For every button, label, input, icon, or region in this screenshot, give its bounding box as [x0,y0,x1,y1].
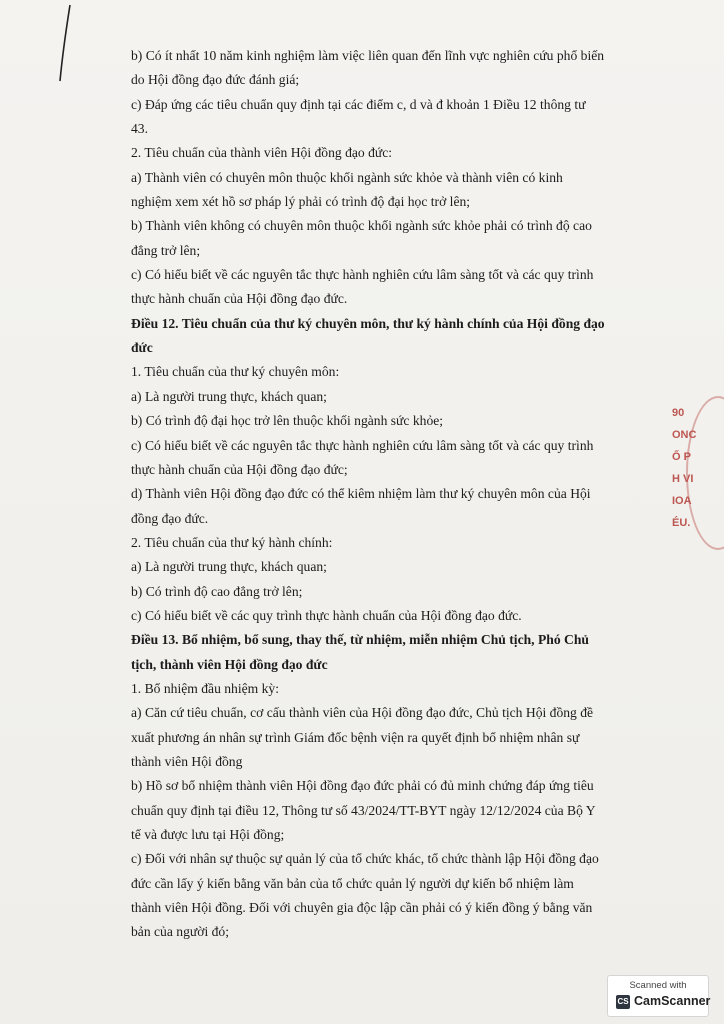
text-line: 2. Tiêu chuẩn của thư ký hành chính: [131,534,333,550]
article-heading-line: tịch, thành viên Hội đồng đạo đức [131,656,328,672]
text-line: 2. Tiêu chuẩn của thành viên Hội đồng đạo đức: [131,145,393,161]
text-line: 43. [131,121,148,137]
text-line: đức cần lấy ý kiến bằng văn bản của tổ chức quản lý người dự kiến bổ nhiệm làm [131,875,574,891]
text-line: b) Có trình độ cao đẳng trở lên; [131,583,303,599]
camscanner-watermark [607,975,709,1017]
text-line: a) Thành viên có chuyên môn thuộc khối ngành sức khỏe và thành viên có kinh [131,169,563,185]
stamp-text-line: ÉU. [672,517,691,529]
text-line: bản của người đó; [131,924,229,940]
stamp-text-line: H VI [672,473,694,485]
text-line: a) Căn cứ tiêu chuẩn, cơ cấu thành viên của Hội đồng đạo đức, Chủ tịch Hội đồng đề [131,705,594,721]
text-line: b) Có ít nhất 10 năm kinh nghiệm làm việc liên quan đến lĩnh vực nghiên cứu phổ biến [131,48,605,63]
text-line: thành viên Hội đồng [131,753,243,769]
text-line: 1. Bổ nhiệm đầu nhiệm kỳ: [131,680,280,696]
text-line: chuẩn quy định tại điều 12, Thông tư số 43/2024/TT-BYT ngày 12/12/2024 của Bộ Y [131,802,596,818]
text-line: thực hành chuẩn của Hội đồng đạo đức. [131,291,348,307]
text-line: d) Thành viên Hội đồng đạo đức có thể kiêm nhiệm làm thư ký chuyên môn của Hội [131,486,591,502]
text-line: đồng đạo đức. [131,510,209,526]
document-body [131,44,645,945]
text-line: a) Là người trung thực, khách quan; [131,559,327,575]
scanned-with-label: Scanned with [629,980,687,991]
text-line: c) Có hiểu biết về các quy trình thực hành chuẩn của Hội đồng đạo đức. [131,607,522,623]
text-line: b) Có trình độ đại học trở lên thuộc khối ngành sức khỏe; [131,413,444,429]
article-heading-line: đức [131,340,153,356]
text-line: nghiệm xem xét hồ sơ pháp lý phải có trình độ đại học trở lên; [131,194,471,210]
camscanner-logo-icon: CS [616,995,630,1009]
text-line: c) Đáp ứng các tiêu chuẩn quy định tại các điểm c, d và đ khoản 1 Điều 12 thông tư [131,96,586,112]
text-line: do Hội đồng đạo đức đánh giá; [131,72,300,88]
text-line: thành viên Hội đồng. Đối với chuyên gia độc lập cần phải có ý kiến đồng ý bằng văn [131,900,593,916]
text-line: b) Hồ sơ bổ nhiệm thành viên Hội đồng đạo đức phải có đủ minh chứng đáp ứng tiêu [131,778,594,794]
text-line: c) Đối với nhân sự thuộc sự quản lý của tổ chức khác, tổ chức thành lập Hội đồng đạo [131,851,599,867]
article-heading-line: Điều 12. Tiêu chuẩn của thư ký chuyên môn, thư ký hành chính của Hội đồng đạo [131,315,605,331]
text-line: xuất phương án nhân sự trình Giám đốc bệnh viện ra quyết định bổ nhiệm nhân sự [131,729,580,745]
text-line: c) Có hiểu biết về các nguyên tắc thực hành nghiên cứu lâm sàng tốt và các quy trình [131,437,594,453]
text-line: b) Thành viên không có chuyên môn thuộc khối ngành sức khỏe phải có trình độ cao [131,218,592,234]
stamp-text-line: 90 [672,407,685,419]
text-line: c) Có hiểu biết về các nguyên tắc thực hành nghiên cứu lâm sàng tốt và các quy trình [131,267,594,283]
stamp-text-line: IOA [672,495,692,507]
text-line: 1. Tiêu chuẩn của thư ký chuyên môn: [131,364,340,380]
text-line: thực hành chuẩn của Hội đồng đạo đức; [131,461,348,477]
stamp-text-line: ONC [672,429,697,441]
text-line: a) Là người trung thực, khách quan; [131,388,327,404]
red-stamp-fragment [672,402,712,534]
text-line: đẳng trở lên; [131,242,201,258]
text-line: tế và được lưu tại Hội đồng; [131,827,285,842]
article-heading-line: Điều 13. Bổ nhiệm, bổ sung, thay thế, từ nhiệm, miễn nhiệm Chủ tịch, Phó Chủ [131,632,589,648]
stamp-text-line: Ố P [672,451,691,463]
camscanner-app-name: CamScanner [634,994,711,1008]
pen-stroke-mark [58,4,72,82]
